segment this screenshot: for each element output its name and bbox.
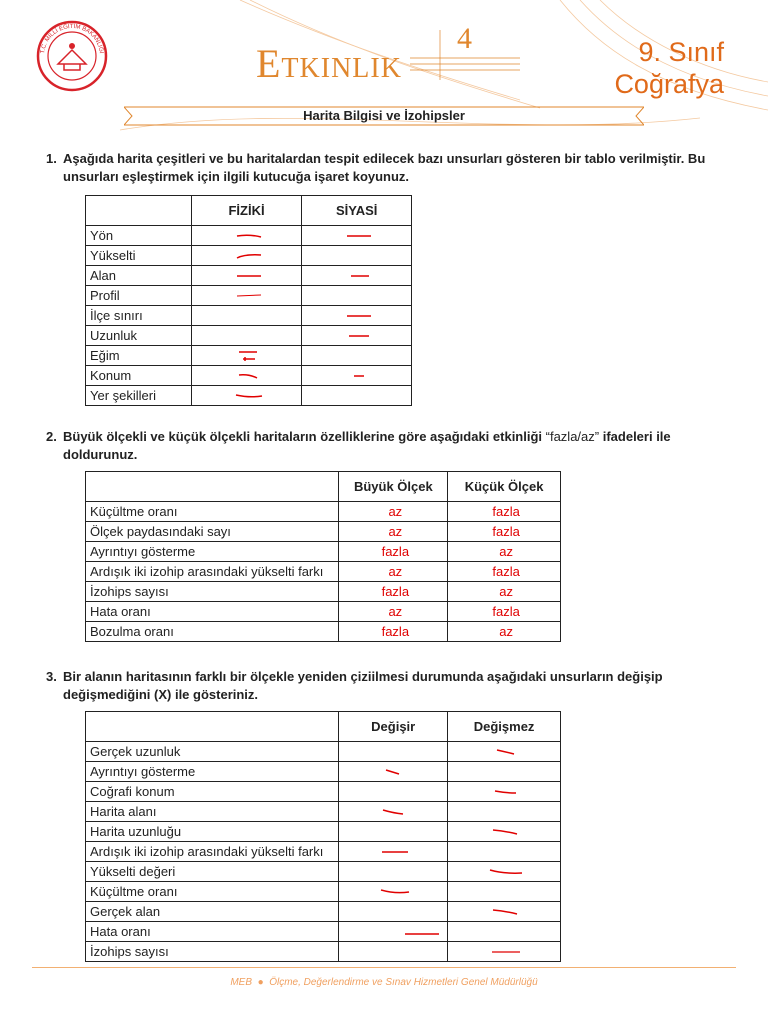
degismez-cell[interactable] (448, 902, 561, 922)
check-mark-icon (234, 392, 264, 400)
grade-label: 9. Sınıf (638, 37, 724, 67)
degisir-cell[interactable] (339, 742, 448, 762)
check-mark-icon (383, 768, 407, 776)
question-3 (46, 668, 736, 704)
siyasi-cell[interactable] (302, 346, 412, 366)
check-mark-icon (235, 252, 263, 260)
question-1 (46, 150, 736, 186)
grade-subject (600, 36, 724, 100)
siyasi-cell[interactable] (302, 306, 412, 326)
siyasi-cell[interactable] (302, 226, 412, 246)
check-mark-icon (235, 272, 263, 280)
degismez-cell[interactable] (448, 842, 561, 862)
footer (0, 977, 768, 988)
row-label: Ölçek paydasındaki sayı (86, 522, 339, 542)
kucuk-cell[interactable]: az (448, 622, 561, 642)
siyasi-cell[interactable] (302, 246, 412, 266)
row-label: Yön (86, 226, 192, 246)
activity-title: Etkinlik (256, 41, 402, 86)
buyuk-cell[interactable]: fazla (339, 542, 448, 562)
row-label: Gerçek uzunluk (86, 742, 339, 762)
degisir-cell[interactable] (339, 842, 448, 862)
row-label: Bozulma oranı (86, 622, 339, 642)
row-label: Ayrıntıyı gösterme (86, 542, 339, 562)
fiziki-cell[interactable] (191, 386, 302, 406)
check-mark-icon (379, 888, 411, 896)
check-mark-icon (345, 372, 373, 380)
check-mark-icon (345, 272, 373, 280)
footer-text: Ölçme, Değerlendirme ve Sınav Hizmetleri Genel Müdürlüğü (269, 977, 538, 988)
check-mark-icon (235, 349, 263, 363)
degismez-cell[interactable] (448, 742, 561, 762)
kucuk-cell[interactable]: fazla (448, 602, 561, 622)
fiziki-cell[interactable] (191, 226, 302, 246)
q2-header-kucuk: Küçük Ölçek (448, 472, 561, 502)
table-row (86, 822, 561, 842)
check-mark-icon (235, 372, 263, 380)
question-2-text: Büyük ölçekli ve küçük ölçekli haritaların özelliklerine göre aşağıdaki etkinliği “fazla/az” ifadeleri ile doldurunuz. (63, 429, 671, 462)
row-label: İlçe sınırı (86, 306, 192, 326)
q2-table (85, 471, 561, 642)
kucuk-cell[interactable]: fazla (448, 562, 561, 582)
check-mark-icon (403, 927, 443, 937)
kucuk-cell[interactable]: az (448, 542, 561, 562)
activity-number: 4 (457, 22, 472, 55)
row-label: Ardışık iki izohip arasındaki yükselti farkı (86, 842, 339, 862)
q2-header-buyuk: Büyük Ölçek (339, 472, 448, 502)
siyasi-cell[interactable] (302, 286, 412, 306)
table-row (86, 942, 561, 962)
q3-header-degisir: Değişir (339, 712, 448, 742)
check-mark-icon (380, 848, 410, 856)
degismez-cell[interactable] (448, 762, 561, 782)
q3-table (85, 711, 561, 962)
kucuk-cell[interactable]: fazla (448, 502, 561, 522)
degismez-cell[interactable] (448, 942, 561, 962)
buyuk-cell[interactable]: fazla (339, 622, 448, 642)
q1-header-siyasi: SİYASİ (302, 196, 412, 226)
degismez-cell[interactable] (448, 922, 561, 942)
q1-table (85, 195, 412, 406)
row-label: Alan (86, 266, 192, 286)
table-row (86, 762, 561, 782)
question-2 (46, 428, 736, 464)
q3-header-empty (86, 712, 339, 742)
table-row (86, 562, 561, 582)
degisir-cell[interactable] (339, 782, 448, 802)
check-mark-icon (235, 292, 263, 300)
table-row (86, 582, 561, 602)
row-label: Harita alanı (86, 802, 339, 822)
siyasi-cell[interactable] (302, 326, 412, 346)
check-mark-icon (494, 748, 518, 756)
table-row (86, 306, 412, 326)
kucuk-cell[interactable]: az (448, 582, 561, 602)
table-row (86, 226, 412, 246)
fiziki-cell[interactable] (191, 286, 302, 306)
check-mark-icon (491, 908, 521, 916)
degisir-cell[interactable] (339, 762, 448, 782)
check-mark-icon (235, 232, 263, 240)
table-row (86, 246, 412, 266)
kucuk-cell[interactable]: fazla (448, 522, 561, 542)
table-row (86, 366, 412, 386)
table-row (86, 902, 561, 922)
row-label: Küçültme oranı (86, 882, 339, 902)
table-row (86, 386, 412, 406)
table-row (86, 882, 561, 902)
row-label: Uzunluk (86, 326, 192, 346)
degismez-cell[interactable] (448, 862, 561, 882)
degismez-cell[interactable] (448, 882, 561, 902)
page-subtitle: Harita Bilgisi ve İzohipsler (303, 108, 465, 123)
fiziki-cell[interactable] (191, 346, 302, 366)
row-label: Eğim (86, 346, 192, 366)
row-label: Coğrafi konum (86, 782, 339, 802)
table-row (86, 542, 561, 562)
question-3-number: 3. (46, 669, 57, 684)
svg-text:T.C. MİLLÎ EĞİTİM BAKANLIĞI: T.C. MİLLÎ EĞİTİM BAKANLIĞI (40, 23, 104, 54)
footer-bullet: ● (257, 977, 264, 988)
degisir-cell[interactable] (339, 802, 448, 822)
table-row (86, 346, 412, 366)
buyuk-cell[interactable]: az (339, 602, 448, 622)
table-row (86, 502, 561, 522)
table-row (86, 782, 561, 802)
check-mark-icon (491, 828, 521, 836)
footer-org: MEB (230, 977, 253, 988)
table-row (86, 602, 561, 622)
question-3-text: Bir alanın haritasının farklı bir ölçekle yeniden çiziilmesi durumunda aşağıdaki unsurların değişip değişmediğini (X) ile gösteriniz. (63, 669, 663, 702)
check-mark-icon (492, 788, 520, 796)
fiziki-cell[interactable] (191, 306, 302, 326)
table-row (86, 266, 412, 286)
fiziki-cell[interactable] (191, 246, 302, 266)
row-label: Yer şekilleri (86, 386, 192, 406)
row-label: Ardışık iki izohip arasındaki yükselti farkı (86, 562, 339, 582)
q1-header-fiziki: FİZİKİ (191, 196, 302, 226)
row-label: Hata oranı (86, 602, 339, 622)
degisir-cell[interactable] (339, 902, 448, 922)
fiziki-cell[interactable] (191, 266, 302, 286)
q2-header-empty (86, 472, 339, 502)
check-mark-icon (490, 948, 522, 956)
table-row (86, 622, 561, 642)
row-label: Konum (86, 366, 192, 386)
row-label: Ayrıntıyı gösterme (86, 762, 339, 782)
buyuk-cell[interactable]: az (339, 502, 448, 522)
q1-header-empty (86, 196, 192, 226)
check-mark-icon (345, 312, 373, 320)
subject-label: Coğrafya (614, 69, 724, 99)
degisir-cell[interactable] (339, 862, 448, 882)
fiziki-cell[interactable] (191, 366, 302, 386)
check-mark-icon (345, 332, 373, 340)
fiziki-cell[interactable] (191, 326, 302, 346)
row-label: Hata oranı (86, 922, 339, 942)
meb-seal-logo (36, 20, 108, 92)
table-row (86, 522, 561, 542)
footer-divider (32, 967, 736, 968)
degisir-cell[interactable] (339, 882, 448, 902)
degisir-cell[interactable] (339, 922, 448, 942)
check-mark-icon (488, 868, 524, 876)
table-row (86, 922, 561, 942)
degisir-cell[interactable] (339, 942, 448, 962)
table-row (86, 802, 561, 822)
question-1-number: 1. (46, 151, 57, 166)
row-label: Profil (86, 286, 192, 306)
table-row (86, 842, 561, 862)
siyasi-cell[interactable] (302, 386, 412, 406)
table-row (86, 862, 561, 882)
table-row (86, 326, 412, 346)
degismez-cell[interactable] (448, 822, 561, 842)
buyuk-cell[interactable]: az (339, 562, 448, 582)
degisir-cell[interactable] (339, 822, 448, 842)
row-label: Harita uzunluğu (86, 822, 339, 842)
siyasi-cell[interactable] (302, 366, 412, 386)
check-mark-icon (381, 808, 409, 816)
degismez-cell[interactable] (448, 802, 561, 822)
table-row (86, 286, 412, 306)
row-label: Küçültme oranı (86, 502, 339, 522)
buyuk-cell[interactable]: az (339, 522, 448, 542)
question-1-text: Aşağıda harita çeşitleri ve bu haritalardan tespit edilecek bazı unsurları gösteren bir tablo verilmiştir. Bu unsurları eşleştirmek için ilgili kutucuğa işaret koyunuz. (63, 151, 706, 184)
row-label: İzohips sayısı (86, 582, 339, 602)
q3-header-degismez: Değişmez (448, 712, 561, 742)
row-label: Yükselti değeri (86, 862, 339, 882)
row-label: Yükselti (86, 246, 192, 266)
table-row (86, 742, 561, 762)
siyasi-cell[interactable] (302, 266, 412, 286)
check-mark-icon (345, 232, 373, 240)
buyuk-cell[interactable]: fazla (339, 582, 448, 602)
row-label: İzohips sayısı (86, 942, 339, 962)
row-label: Gerçek alan (86, 902, 339, 922)
question-2-number: 2. (46, 429, 57, 444)
degismez-cell[interactable] (448, 782, 561, 802)
